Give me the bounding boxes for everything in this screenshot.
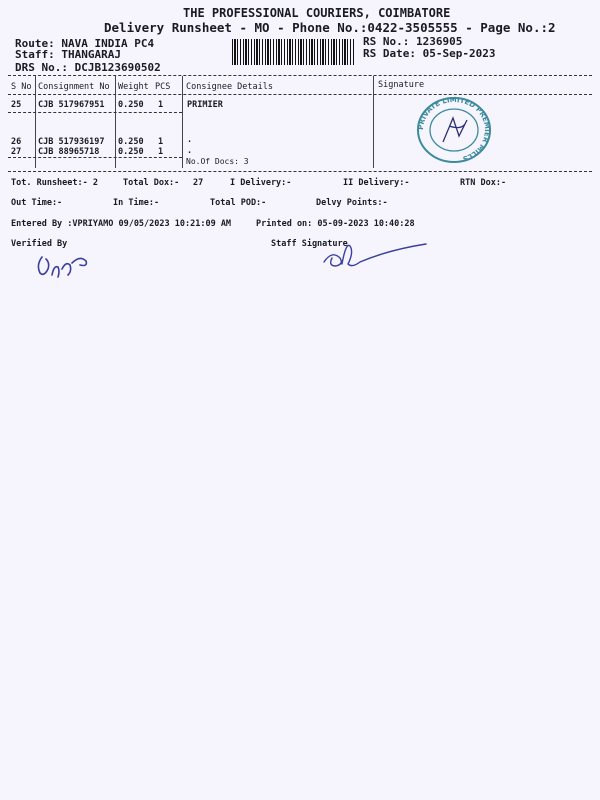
- company-name: THE PROFESSIONAL COURIERS, COIMBATORE: [183, 6, 451, 20]
- row-divider: [8, 157, 182, 158]
- rs-date: RS Date: 05-Sep-2023: [363, 47, 496, 60]
- row-weight: 0.250: [118, 137, 144, 147]
- entered-by: Entered By :VPRIYAMO 09/05/2023 10:21:09 AM: [11, 219, 232, 229]
- printed-on: Printed on: 05-09-2023 10:40:28: [256, 219, 415, 229]
- total-pod: Total POD:-: [210, 198, 267, 208]
- staff-signature: [318, 236, 430, 272]
- in-time: In Time:-: [113, 198, 160, 208]
- column-divider: [373, 76, 374, 168]
- header-weight: Weight: [118, 82, 149, 92]
- row-pcs: 1: [158, 147, 164, 157]
- rtn-dox: RTN Dox:-: [460, 178, 507, 188]
- verifier-signature: [30, 247, 96, 281]
- total-dox-label: Total Dox:-: [123, 178, 180, 188]
- row-consignment: CJB 517936197: [38, 137, 105, 147]
- column-divider: [182, 76, 183, 168]
- row-consignment: CJB 88965718: [38, 147, 100, 157]
- rs-number: RS No.: 1236905: [363, 35, 463, 48]
- header-pcs: PCS: [155, 82, 171, 92]
- route-label: Route: NAVA INDIA PC4: [15, 37, 155, 50]
- row-consignment: CJB 517967951: [38, 100, 105, 110]
- i-delivery: I Delivery:-: [230, 178, 292, 188]
- docs-count: No.Of Docs: 3: [186, 157, 249, 166]
- staff-label: Staff: THANGARAJ: [15, 48, 121, 61]
- total-dox-value: 27: [193, 178, 204, 188]
- row-sno: 25: [11, 100, 22, 110]
- row-sno: 27: [11, 147, 22, 157]
- delvy-points: Delvy Points:-: [316, 198, 388, 208]
- staff-signature-label: Staff Signature: [271, 239, 348, 249]
- header-consignment: Consignment No: [38, 82, 110, 92]
- drs-number: DRS No.: DCJB123690502: [15, 61, 161, 74]
- verified-by-label: Verified By: [11, 239, 68, 249]
- column-divider: [35, 76, 36, 168]
- barcode-image: [232, 39, 354, 65]
- row-consignee: PRIMIER: [187, 100, 223, 110]
- totals-divider: [8, 171, 592, 172]
- row-weight: 0.250: [118, 100, 144, 110]
- table-top-divider: [8, 75, 592, 76]
- header-consignee: Consignee Details: [186, 82, 273, 92]
- row-consignee: .: [187, 135, 193, 145]
- table-header-divider: [8, 94, 592, 95]
- header-signature: Signature: [378, 80, 425, 90]
- ii-delivery: II Delivery:-: [343, 178, 410, 188]
- row-pcs: 1: [158, 100, 164, 110]
- tot-runsheet: Tot. Runsheet:- 2: [11, 178, 98, 188]
- row-weight: 0.250: [118, 147, 144, 157]
- row-consignee: .: [187, 146, 193, 156]
- header-sno: S No: [11, 82, 32, 92]
- stamp-text: PRIVATE LIMITED PREMIER MILLS: [416, 96, 492, 163]
- row-sno: 26: [11, 137, 22, 147]
- row-pcs: 1: [158, 137, 164, 147]
- row-divider: [8, 112, 182, 113]
- column-divider: [115, 76, 116, 168]
- runsheet-title: Delivery Runsheet - MO - Phone No.:0422-3505555 - Page No.:2: [104, 20, 556, 35]
- out-time: Out Time:-: [11, 198, 63, 208]
- company-stamp: [415, 96, 493, 164]
